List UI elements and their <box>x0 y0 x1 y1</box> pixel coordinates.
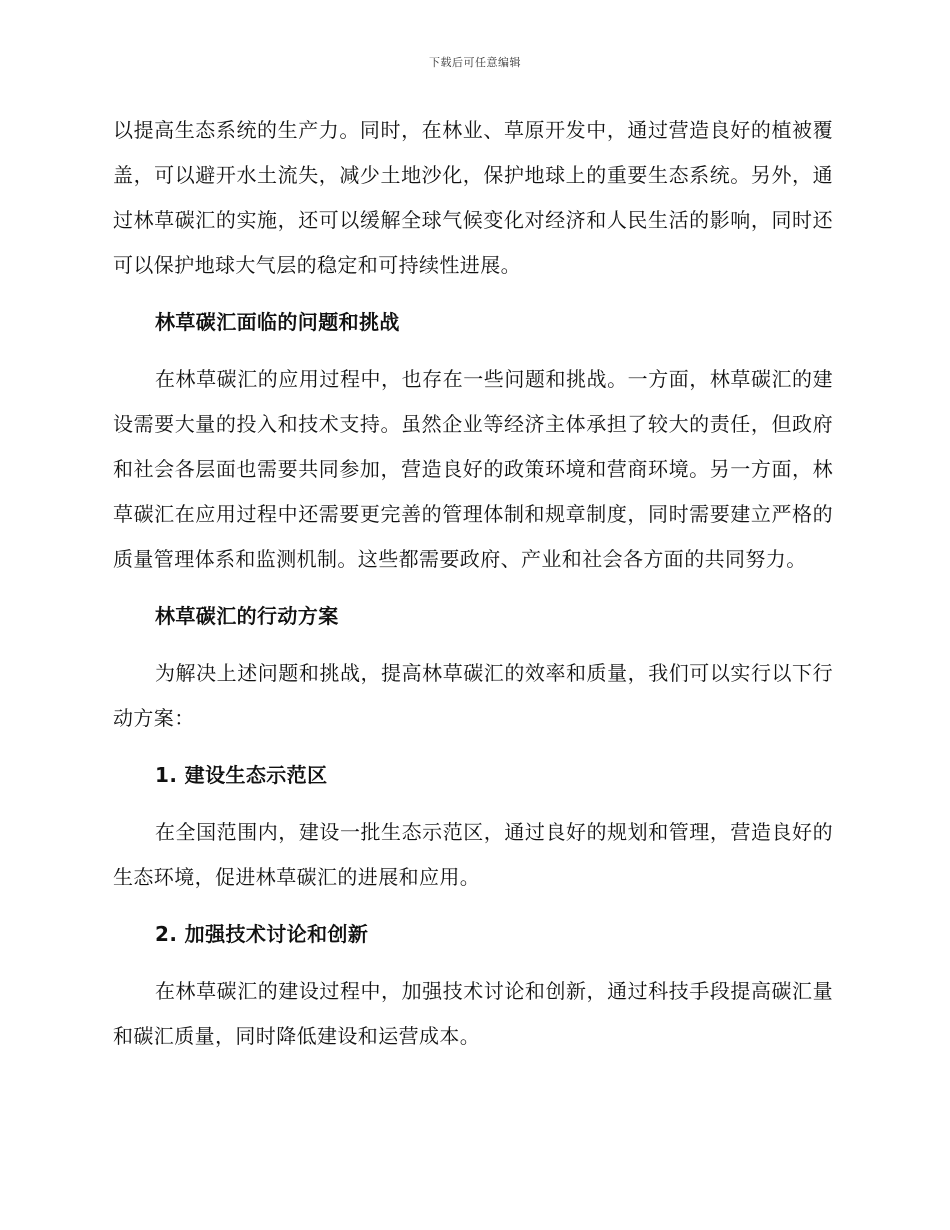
section-heading-challenges: 林草碳汇面临的问题和挑战 <box>155 310 400 334</box>
document-body <box>113 108 833 1071</box>
paragraph-technology-innovation: 在林草碳汇的建设过程中，加强技术讨论和创新，通过科技手段提高碳汇量和碳汇质量，同时降低建设和运营成本。 <box>113 979 833 1048</box>
paragraph-intro-continuation: 以提高生态系统的生产力。同时，在林业、草原开发中，通过营造良好的植被覆盖，可以避开水土流失，减少土地沙化，保护地球上的重要生态系统。另外，通过林草碳汇的实施，还可以缓解全球气候变化对经济和人民生活的影响，同时还可以保护地球大气层的稳定和可持续性进展。 <box>113 118 833 277</box>
paragraph-challenges: 在林草碳汇的应用过程中，也存在一些问题和挑战。一方面，林草碳汇的建设需要大量的投入和技术支持。虽然企业等经济主体承担了较大的责任，但政府和社会各层面也需要共同参加，营造良好的政策环境和营商环境。另一方面，林草碳汇在应用过程中还需要更完善的管理体制和规章制度，同时需要建立严格的质量管理体系和监测机制。这些都需要政府、产业和社会各方面的共同努力。 <box>113 367 833 571</box>
paragraph-action-plan-intro: 为解决上述问题和挑战，提高林草碳汇的效率和质量，我们可以实行以下行动方案： <box>113 661 833 730</box>
page-header: 下载后可任意编辑 <box>429 56 521 69</box>
subheading-demonstration-zone: 1. 建设生态示范区 <box>155 763 328 787</box>
paragraph-demonstration-zone: 在全国范围内，建设一批生态示范区，通过良好的规划和管理，营造良好的生态环境，促进林草碳汇的进展和应用。 <box>113 820 833 889</box>
subheading-technology-innovation: 2. 加强技术讨论和创新 <box>155 922 369 946</box>
section-heading-action-plan: 林草碳汇的行动方案 <box>155 604 339 628</box>
